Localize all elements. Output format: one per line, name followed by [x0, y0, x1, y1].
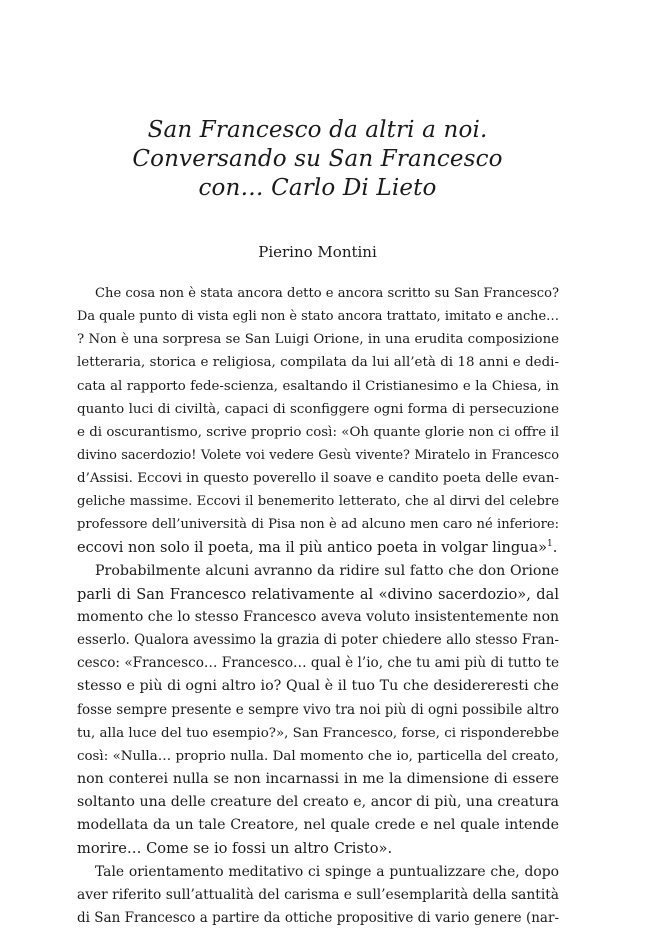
article-title	[75, 116, 560, 203]
text-line: parli di San Francesco relativamente al «divino sacerdozio», dal	[77, 585, 559, 603]
title-line-2: Conversando su San Francesco	[132, 146, 503, 172]
text-line: così: «Nulla… proprio nulla. Dal momento che io, particella del creato,	[77, 748, 559, 764]
title-line-1: San Francesco da altri a noi.	[147, 117, 488, 143]
text-line: e di oscurantismo, scrive proprio così: «Oh quante glorie non ci offre il	[77, 424, 559, 440]
text-line: Che cosa non è stata ancora detto e ancora scritto su San Francesco?	[95, 286, 559, 301]
text-line: d’Assisi. Eccovi in questo poverello il soave e candito poeta delle evan-	[77, 471, 559, 487]
text-line: eccovi non solo il poeta, ma il più antico poeta in volgar lingua»	[77, 539, 548, 556]
text-line: stesso e più di ogni altro io? Qual è il tuo Tu che desidereresti che	[77, 678, 559, 695]
text-line: aver riferito sull’attualità del carisma e sull’esemplarità della santità	[77, 886, 560, 903]
text-line: tu, alla luce del tuo esempio?», San Francesco, forse, ci risponderebbe	[77, 725, 559, 741]
text-line: quanto luci di civiltà, capaci di sconfiggere ogni forma di persecuzione	[77, 401, 559, 417]
text-line-with-footnote: eccovi non solo il poeta, ma il più antico poeta in volgar lingua»$^1$.	[77, 538, 558, 556]
footnote-marker[interactable]: 1	[547, 538, 553, 549]
text-line: momento che lo stesso Francesco aveva voluto insistentemente non	[77, 608, 560, 625]
text-line: soltanto una delle creature del creato e, ancor di più, una creatura	[77, 794, 559, 811]
text-line: Probabilmente alcuni avranno da ridire sul fatto che don Orione	[95, 562, 559, 579]
text-line: geliche massime. Eccovi il benemerito letterato, che al dirvi del celebre	[77, 494, 559, 510]
title-line-3: con… Carlo Di Lieto	[198, 175, 437, 201]
text-line: ? Non è una sorpresa se San Luigi Orione, in una erudita composizione	[77, 332, 559, 348]
text-line: non conterei nulla se non incarnassi in me la dimensione di essere	[77, 770, 559, 787]
text-line: divino sacerdozio! Volete voi vedere Gesù vivente? Miratelo in Francesco	[77, 447, 559, 463]
text-line: cesco: «Francesco… Francesco… qual è l’io, che tu ami più di tutto te	[77, 655, 559, 672]
text-line: professore dell’università di Pisa non è ad alcuno men caro né inferiore:	[77, 517, 559, 533]
text-line: fosse sempre presente e sempre vivo tra noi più di ogni possibile altro	[77, 701, 559, 718]
body-text	[77, 282, 559, 930]
text-line: modellata da un tale Creatore, nel quale crede e nel quale intende	[77, 817, 559, 834]
author-name: Pierino Montini	[258, 243, 377, 261]
text-line: Da quale punto di vista egli non è stato ancora trattato, imitato e anche…	[77, 309, 559, 325]
text-line: di San Francesco a partire da ottiche propositive di vario genere (nar-	[77, 909, 559, 926]
text-line: esserlo. Qualora avessimo la grazia di poter chiedere allo stesso Fran-	[77, 632, 559, 649]
text-line: Tale orientamento meditativo ci spinge a puntualizzare che, dopo	[95, 863, 559, 880]
text-line: letteraria, storica e religiosa, compilata da lui all’età di 18 anni e dedi-	[77, 355, 559, 371]
text-line: morire… Come se io fossi un altro Cristo».	[77, 840, 393, 858]
text-line: cata al rapporto fede-scienza, esaltando il Cristianesimo e la Chiesa, in	[77, 378, 559, 394]
